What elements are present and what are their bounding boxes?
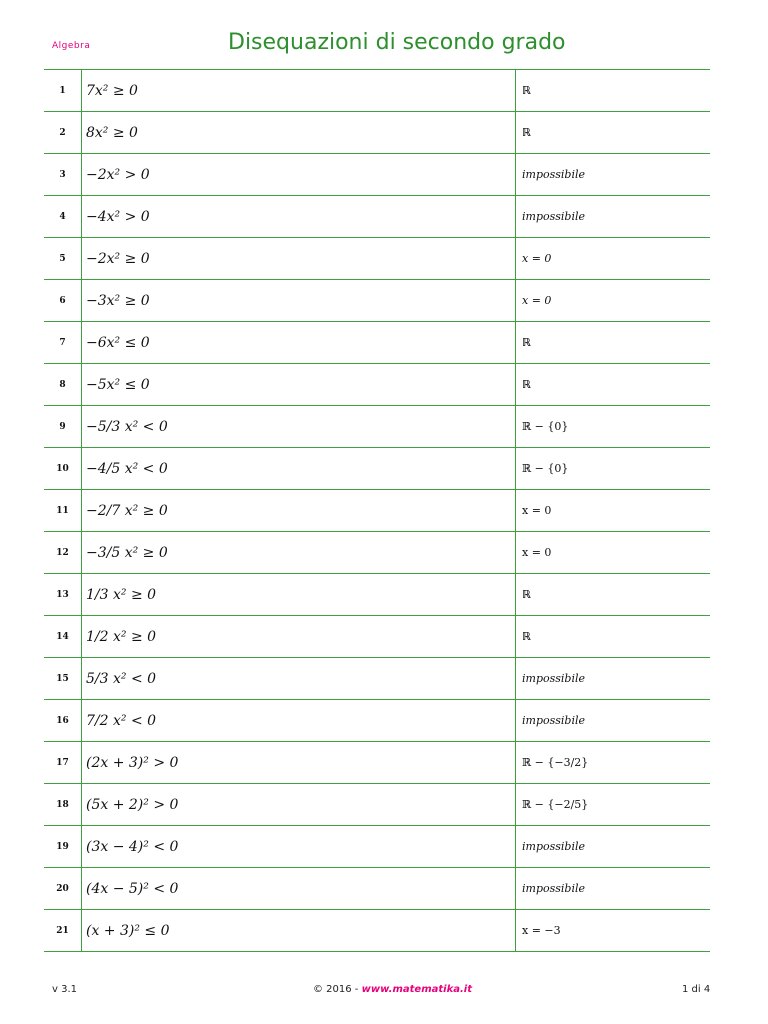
solution-cell: ℝ − {−2/5} — [516, 784, 711, 826]
inequality-cell: (2x + 3)² > 0 — [82, 742, 516, 784]
table-row — [44, 868, 710, 910]
inequality-cell: (x + 3)² ≤ 0 — [82, 910, 516, 952]
exercise-number: 4 — [44, 196, 82, 238]
inequality-cell: (3x − 4)² < 0 — [82, 826, 516, 868]
solution-cell: x = 0 — [516, 238, 711, 280]
exercise-number: 15 — [44, 658, 82, 700]
inequality-cell: −5/3 x² < 0 — [82, 406, 516, 448]
solution-cell: ℝ − {0} — [516, 406, 711, 448]
exercise-number: 5 — [44, 238, 82, 280]
inequality-cell: 1/3 x² ≥ 0 — [82, 574, 516, 616]
table-row — [44, 154, 710, 196]
solution-cell: impossibile — [516, 196, 711, 238]
table-row — [44, 910, 710, 952]
table-row — [44, 280, 710, 322]
exercise-number: 17 — [44, 742, 82, 784]
solution-cell: ℝ — [516, 616, 711, 658]
exercise-number: 11 — [44, 490, 82, 532]
inequality-cell: −3/5 x² ≥ 0 — [82, 532, 516, 574]
solution-cell: impossibile — [516, 658, 711, 700]
exercise-number: 10 — [44, 448, 82, 490]
table-row — [44, 448, 710, 490]
table-row — [44, 700, 710, 742]
solution-cell: x = 0 — [516, 280, 711, 322]
table-row — [44, 742, 710, 784]
solution-cell: x = 0 — [516, 532, 711, 574]
table-row — [44, 826, 710, 868]
inequality-cell: −4/5 x² < 0 — [82, 448, 516, 490]
exercise-number: 6 — [44, 280, 82, 322]
site-link[interactable]: www.matematika.it — [361, 984, 472, 995]
inequality-cell: 7/2 x² < 0 — [82, 700, 516, 742]
page-title: Disequazioni di secondo grado — [228, 30, 566, 55]
exercise-number: 8 — [44, 364, 82, 406]
table-row — [44, 70, 710, 112]
solution-cell: ℝ — [516, 112, 711, 154]
exercise-number: 1 — [44, 70, 82, 112]
table-row — [44, 112, 710, 154]
exercise-number: 14 — [44, 616, 82, 658]
exercise-number: 18 — [44, 784, 82, 826]
table-row — [44, 784, 710, 826]
exercise-number: 16 — [44, 700, 82, 742]
exercise-number: 9 — [44, 406, 82, 448]
inequality-cell: −2/7 x² ≥ 0 — [82, 490, 516, 532]
solution-cell: x = −3 — [516, 910, 711, 952]
inequality-cell: 7x² ≥ 0 — [82, 70, 516, 112]
exercise-number: 19 — [44, 826, 82, 868]
inequality-cell: 5/3 x² < 0 — [82, 658, 516, 700]
inequality-cell: −6x² ≤ 0 — [82, 322, 516, 364]
inequality-cell: −5x² ≤ 0 — [82, 364, 516, 406]
inequality-cell: −2x² ≥ 0 — [82, 238, 516, 280]
exercise-number: 20 — [44, 868, 82, 910]
inequality-cell: (5x + 2)² > 0 — [82, 784, 516, 826]
solution-cell: x = 0 — [516, 490, 711, 532]
exercise-number: 2 — [44, 112, 82, 154]
copyright-text: © 2016 - — [313, 984, 362, 995]
copyright-line — [313, 984, 472, 995]
inequality-cell: −4x² > 0 — [82, 196, 516, 238]
table-row — [44, 616, 710, 658]
solution-cell: impossibile — [516, 868, 711, 910]
inequality-cell: −3x² ≥ 0 — [82, 280, 516, 322]
table-row — [44, 238, 710, 280]
exercise-number: 7 — [44, 322, 82, 364]
solution-cell: impossibile — [516, 154, 711, 196]
solution-cell: impossibile — [516, 826, 711, 868]
solution-cell: ℝ − {0} — [516, 448, 711, 490]
table-row — [44, 658, 710, 700]
exercise-number: 13 — [44, 574, 82, 616]
solution-cell: ℝ — [516, 322, 711, 364]
table-row — [44, 532, 710, 574]
table-row — [44, 196, 710, 238]
inequality-cell: 8x² ≥ 0 — [82, 112, 516, 154]
solution-cell: ℝ − {−3/2} — [516, 742, 711, 784]
inequality-cell: (4x − 5)² < 0 — [82, 868, 516, 910]
table-row — [44, 406, 710, 448]
solution-cell: ℝ — [516, 364, 711, 406]
solution-cell: ℝ — [516, 574, 711, 616]
table-row — [44, 322, 710, 364]
solution-cell: impossibile — [516, 700, 711, 742]
table-row — [44, 574, 710, 616]
exercise-number: 21 — [44, 910, 82, 952]
table-row — [44, 490, 710, 532]
version-label: v 3.1 — [52, 984, 77, 995]
solution-cell: ℝ — [516, 70, 711, 112]
exercise-number: 3 — [44, 154, 82, 196]
exercise-number: 12 — [44, 532, 82, 574]
inequality-cell: −2x² > 0 — [82, 154, 516, 196]
table-row — [44, 364, 710, 406]
subject-label: Algebra — [52, 41, 91, 51]
inequality-cell: 1/2 x² ≥ 0 — [82, 616, 516, 658]
exercise-table — [44, 69, 710, 952]
page-number: 1 di 4 — [682, 984, 711, 995]
